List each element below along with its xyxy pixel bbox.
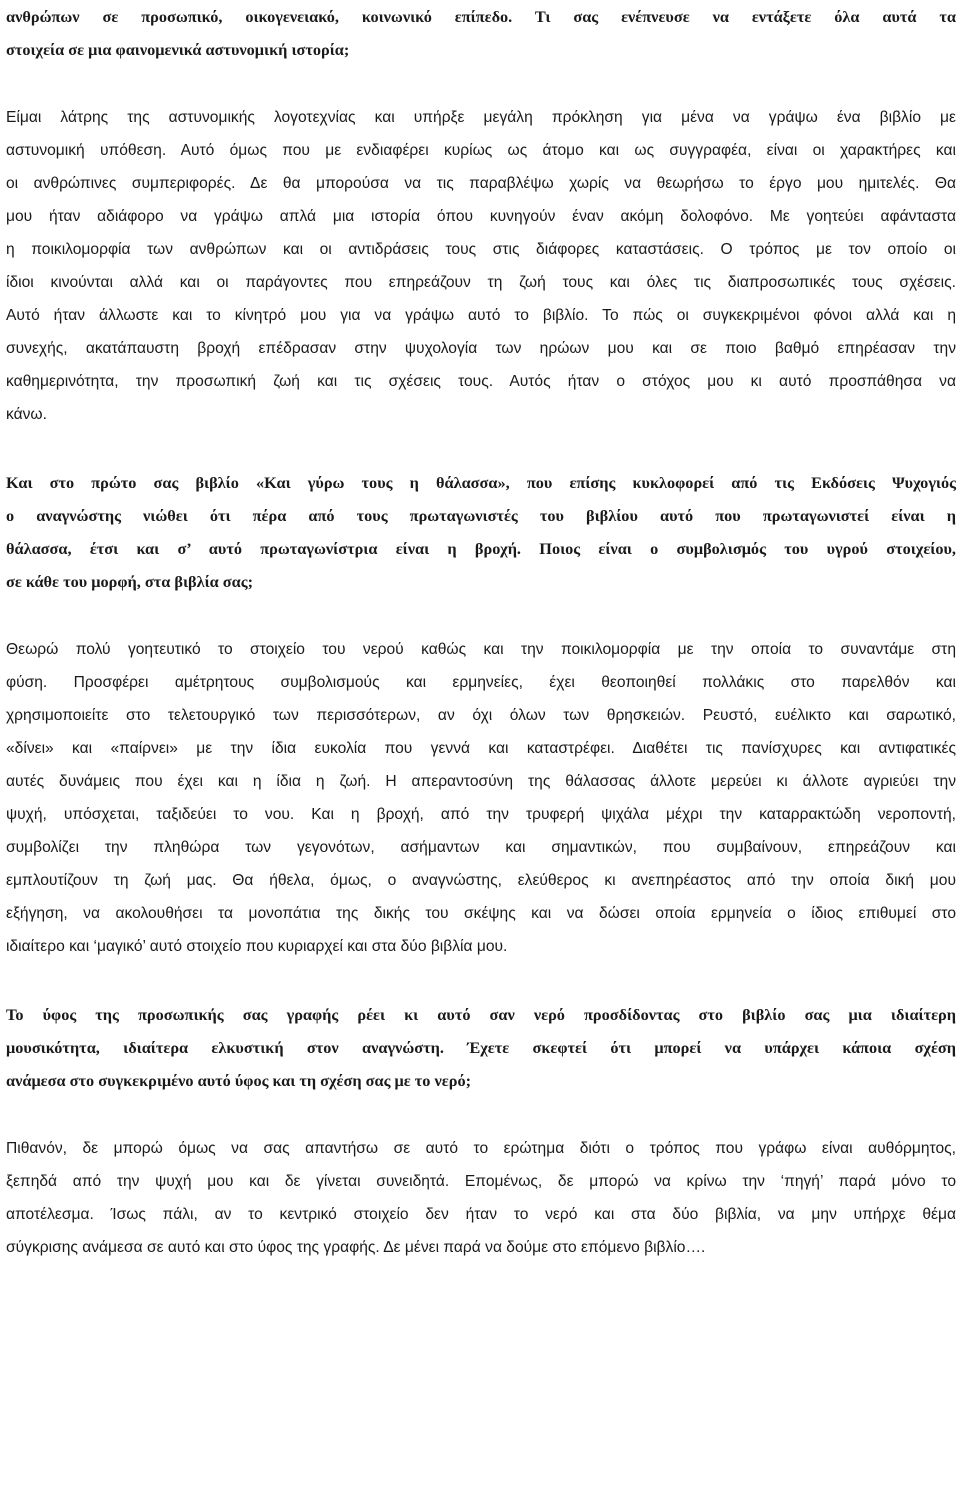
question-3: [6, 998, 956, 1097]
text-line: καθημερινότητα, την προσωπική ζωή και τις σχέσεις τους. Αυτός ήταν ο στόχος μου κι αυτό προσπάθησα να: [6, 373, 956, 390]
text-line: ανάμεσα στο συγκεκριμένο αυτό ύφος και τη σχέση σας με το νερό;: [6, 1071, 472, 1090]
text-line: αποτέλεσμα. Ίσως πάλι, αν το κεντρικό στοιχείο δεν ήταν το νερό και στα δύο βιβλία, να μην υπήρχε θέμα: [6, 1206, 956, 1223]
text-line: θάλασσα, έτσι και σ’ αυτό πρωταγωνίστρια είναι η βροχή. Ποιος είναι ο συμβολισμός του υγρού στοιχείου,: [6, 539, 956, 558]
text-line: σε κάθε του μορφή, στα βιβλία σας;: [6, 572, 254, 591]
text-line: οι ανθρώπινες συμπεριφορές. Δε θα μπορούσα να τις παραβλέψω χωρίς να θεωρήσω το έργο μου ημιτελές. Θα: [6, 175, 956, 192]
text-line: μου ήταν αδιάφορο να γράψω απλά μια ιστορία όπου κυνηγούν έναν ακόμη δολοφόνο. Με γοητεύει αφάνταστα: [6, 208, 956, 225]
answer-3: [6, 1132, 956, 1264]
text-line: φύση. Προσφέρει αμέτρητους συμβολισμούς και ερμηνείες, έχει θεοποιηθεί πολλάκις στο παρελθόν και: [6, 674, 956, 691]
text-line: ίδιοι κινούνται αλλά και οι παράγοντες που επηρεάζουν τη ζωή τους και όλες τις διαπροσωπικές τους σχέσεις.: [6, 274, 956, 291]
answer-1: [6, 101, 956, 431]
text-line: εξήγηση, να ακολουθήσει τα μονοπάτια της δικής του σκέψης και να δώσει οποία ερμηνεία ο ίδιος επιθυμεί στο: [6, 905, 956, 922]
answer-2: [6, 633, 956, 963]
text-line: ιδιαίτερο και ‘μαγικό’ αυτό στοιχείο που κυριαρχεί και στα δύο βιβλία μου.: [6, 938, 508, 955]
text-line: Θεωρώ πολύ γοητευτικό το στοιχείο του νερού καθώς και την ποικιλομορφία με την οποία το συναντάμε στη: [6, 641, 956, 658]
text-line: η ποικιλομορφία των ανθρώπων και οι αντιδράσεις τους στις διάφορες καταστάσεις. Ο τρόπος με τον οποίο οι: [6, 241, 956, 258]
text-line: Αυτό ήταν άλλωστε και το κίνητρό μου για να γράψω αυτό το βιβλίο. Το πώς οι συγκεκριμένοι φόνοι αλλά και η: [6, 307, 956, 324]
text-line: κάνω.: [6, 406, 47, 423]
text-line: ο αναγνώστης νιώθει ότι πέρα από τους πρωταγωνιστές του βιβλίου αυτό που πρωταγωνιστεί είναι η: [6, 506, 956, 525]
text-line: συμβολίζει την πληθώρα των γεγονότων, ασήμαντων και σημαντικών, που συμβαίνουν, επηρεάζουν και: [6, 839, 956, 856]
text-line: Και στο πρώτο σας βιβλίο «Και γύρω τους η θάλασσα», που επίσης κυκλοφορεί από τις Εκδόσεις Ψυχογιός: [6, 473, 956, 492]
text-line: «δίνει» και «παίρνει» με την ίδια ευκολία που γεννά και καταστρέφει. Διαθέτει τις πανίσχυρες και αντιφατικές: [6, 740, 956, 757]
text-line: χρησιμοποιείτε στο τελετουργικό των περισσότερων, αν όχι όλων των θρησκειών. Ρευστό, ευέλικτο και σαρωτικό,: [6, 707, 956, 724]
question-2: [6, 466, 956, 598]
text-line: συνεχής, ακατάπαυστη βροχή επέδρασαν στην ψυχολογία των ηρώων μου και σε ποιο βαθμό επηρέασαν την: [6, 340, 956, 357]
text-line: ψυχή, υπόσχεται, ταξιδεύει το νου. Και η βροχή, από την τρυφερή ψιχάλα μέχρι την καταρρακτώδη νεροποντή,: [6, 806, 956, 823]
text-line: ξεπηδά από την ψυχή μου και δε γίνεται συνειδητά. Επομένως, δε μπορώ να κρίνω την ‘πηγή’ παρά μόνο το: [6, 1173, 956, 1190]
text-line: εμπλουτίζουν τη ζωή μας. Θα ήθελα, όμως, ο αναγνώστης, ελεύθερος κι ανεπηρέαστος από την οποία δική μου: [6, 872, 956, 889]
text-line: σύγκρισης ανάμεσα σε αυτό και στο ύφος της γραφής. Δε μένει παρά να δούμε στο επόμενο βιβλίο….: [6, 1239, 706, 1256]
text-line: στοιχεία σε μια φαινομενικά αστυνομική ιστορία;: [6, 40, 350, 59]
question-1: [6, 0, 956, 66]
text-line: Είμαι λάτρης της αστυνομικής λογοτεχνίας και υπήρξε μεγάλη πρόκληση για μένα να γράψω ένα βιβλίο με: [6, 109, 956, 126]
text-line: Το ύφος της προσωπικής σας γραφής ρέει κι αυτό σαν νερό προσδίδοντας στο βιβλίο σας μια ιδιαίτερη: [6, 1005, 956, 1024]
text-line: αυτές δυνάμεις που έχει και η ίδια η ζωή. Η απεραντοσύνη της θάλασσας άλλοτε μερεύει κι άλλοτε αγριεύει την: [6, 773, 956, 790]
text-line: αστυνομική υπόθεση. Αυτό όμως που με ενδιαφέρει κυρίως ως άτομο και ως συγγραφέα, είναι οι χαρακτήρες και: [6, 142, 956, 159]
text-line: Πιθανόν, δε μπορώ όμως να σας απαντήσω σε αυτό το ερώτημα διότι ο τρόπος που γράφω είναι αυθόρμητος,: [6, 1140, 956, 1157]
document-page: [6, 0, 956, 1264]
text-line: ανθρώπων σε προσωπικό, οικογενειακό, κοινωνικό επίπεδο. Τι σας ενέπνευσε να εντάξετε όλα αυτά τα: [6, 7, 956, 26]
text-line: μουσικότητα, ιδιαίτερα ελκυστική στον αναγνώστη. Έχετε σκεφτεί ότι μπορεί να υπάρχει κάποια σχέση: [6, 1038, 956, 1057]
